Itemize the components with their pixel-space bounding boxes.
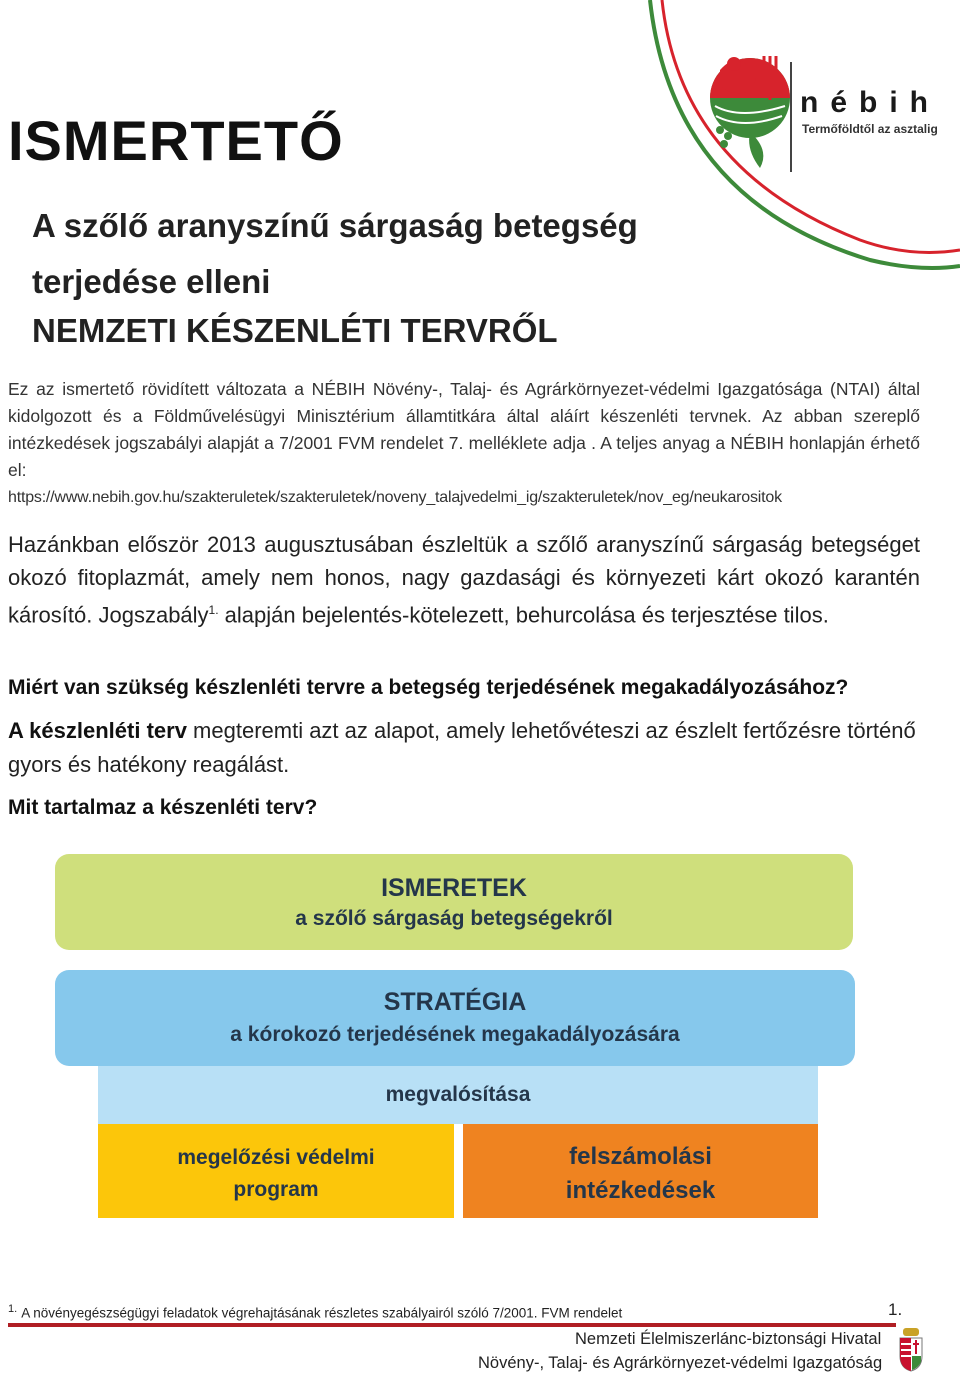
- intro-paragraph: [8, 376, 920, 511]
- page-number: 1.: [888, 1300, 903, 1319]
- footnote-ref: 1.: [208, 603, 219, 617]
- coat-of-arms-icon: [898, 1326, 924, 1372]
- footer-divider: [8, 1323, 896, 1327]
- box-implementation-label: megvalósítása: [385, 1083, 531, 1106]
- intro-text: Ez az ismertető rövidített változata a NÉBIH Növény-, Talaj- és Agrárkörnyezet-védelmi Igazgatósága (NTAI) által kidolgozott és a Földművelésügyi Minisztérium államtitkára által aláírt készenléti tervnek. Az abban szereplő intézkedések jogszabályi alapját a 7/2001 FVM rendelet 7. melléklete adja . A teljes anyag a NÉBIH honlapján érhető el:: [8, 379, 920, 480]
- diagram-box-prevention: [98, 1124, 454, 1218]
- para2-text: megteremti azt az alapot, amely lehetővéteszi az észlelt fertőzésre történő gyors és hatékony reagálást.: [8, 718, 916, 777]
- body-paragraph-1: [8, 528, 920, 631]
- diagram-box-elimination: [463, 1124, 818, 1218]
- para2-bold: A készlenléti terv: [8, 718, 187, 743]
- question-heading-1: Miért van szükség készlenléti tervre a betegség terjedésének megakadályozásához?: [8, 676, 849, 699]
- agency-department: Növény-, Talaj- és Agrárkörnyezet-védelmi Igazgatóság: [478, 1354, 883, 1372]
- page-subtitle: A szőlő aranyszínű sárgaság betegség terjedése elleni: [32, 207, 638, 300]
- box-strategy-sub: a kórokozó terjedésének megakadályozására: [230, 1023, 680, 1046]
- logo-tagline: Termőföldtől az asztalig: [802, 122, 938, 136]
- box-elimination-label: felszámolási intézkedések: [565, 1143, 716, 1204]
- logo-name: nébih: [800, 86, 940, 119]
- para1-text-a: Hazánkban először 2013 augusztusában észleltük a szőlő aranyszínű sárgaság betegséget okozó fitoplazmát, amely nem honos, nagy gazdasági és környezeti kárt okozó karantén károsító. Jogszabály: [8, 532, 920, 628]
- diagram-box-strategy: [55, 970, 855, 1066]
- box-knowledge-sub: a szőlő sárgaság betegségekről: [295, 907, 613, 930]
- para1-text-b: alapján bejelentés-kötelezett, behurcolása és terjesztése tilos.: [218, 602, 829, 628]
- box-strategy-title: STRATÉGIA: [383, 988, 527, 1016]
- footnote-mark: 1.: [8, 1303, 18, 1315]
- box-knowledge-title: ISMERETEK: [381, 874, 527, 902]
- emblem-icon: [710, 56, 790, 168]
- intro-url-link[interactable]: https://www.nebih.gov.hu/szakteruletek/szakteruletek/noveny_talajvedelmi_ig/szakteruletek/nov_eg/neukarositok: [8, 489, 782, 506]
- agency-name: Nemzeti Élelmiszerlánc-biztonsági Hivatal: [575, 1330, 882, 1348]
- diagram-box-implementation: [98, 1066, 818, 1124]
- footnote-text: A növényegészségügyi feladatok végrehajtásának részletes szabályairól szóló 7/2001. FVM rendelet: [21, 1305, 623, 1321]
- footnote: [8, 1303, 622, 1321]
- body-paragraph-2: [8, 714, 920, 782]
- page-subtitle-2: NEMZETI KÉSZENLÉTI TERVRŐL: [32, 312, 558, 349]
- diagram-box-knowledge: [55, 854, 853, 950]
- page-title: ISMERTETŐ: [8, 109, 344, 172]
- box-prevention-label: megelőzési védelmi program: [177, 1146, 375, 1201]
- question-heading-2: Mit tartalmaz a készenléti terv?: [8, 796, 318, 819]
